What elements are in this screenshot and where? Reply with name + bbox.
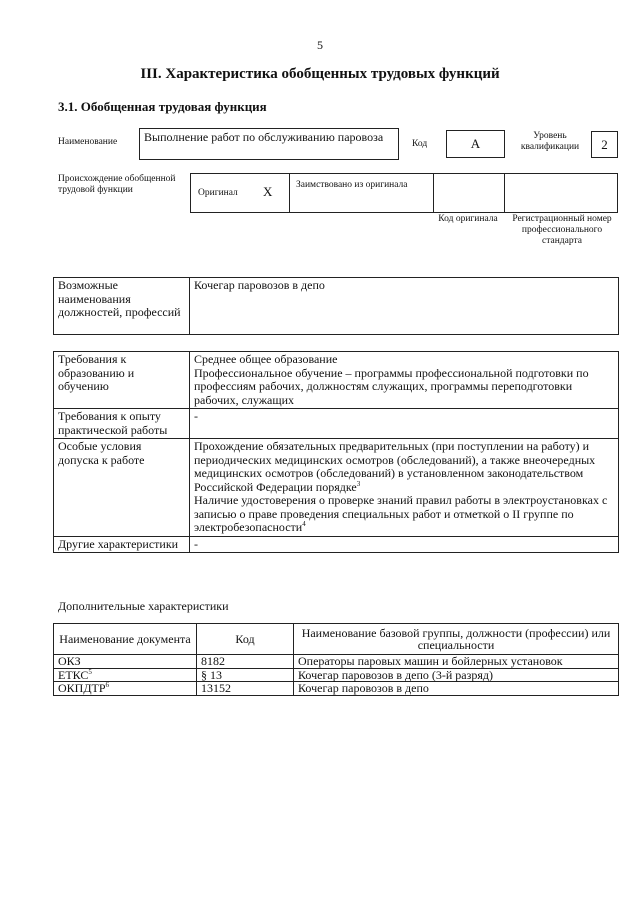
table-header-row [54, 624, 619, 655]
origin-label: Происхождение обобщенной трудовой функции [58, 174, 176, 195]
borrowed-label: Заимствовано из оригинала [296, 180, 408, 190]
table-row [54, 439, 619, 537]
special-line-text: Наличие удостоверения о проверке знаний правил работы в электроустановках с записью о праве проведения специальных работ и отметкой о II группе по электробезопасности [194, 493, 608, 534]
divider [504, 174, 505, 212]
section-title: III. Характеристика обобщенных трудовых функций [140, 66, 500, 82]
special-value [190, 439, 619, 537]
table-row [54, 668, 619, 682]
table-row [54, 352, 619, 409]
special-label: Особые условия допуска к работе [54, 439, 190, 537]
doc-cell [54, 655, 197, 669]
table-row [54, 682, 619, 696]
table-row [54, 409, 619, 439]
name-cell: Кочегар паровозов в депо [294, 682, 619, 696]
requirements-table [53, 351, 619, 553]
education-label: Требования к образованию и обучению [54, 352, 190, 409]
code-cell: § 13 [197, 668, 294, 682]
additional-table [53, 623, 619, 696]
doc-name: ОКПДТР [58, 681, 106, 695]
level-value: 2 [591, 131, 618, 158]
additional-title: Дополнительные характеристики [58, 599, 229, 613]
table-row [54, 278, 619, 335]
footnote-mark: 6 [105, 681, 110, 689]
level-label: Уровень квалификации [520, 131, 580, 152]
origin-table [190, 173, 618, 213]
footnote-mark: 5 [88, 667, 92, 676]
subsection-title: 3.1. Обобщенная трудовая функция [58, 99, 267, 114]
divider [289, 174, 290, 212]
other-value: - [190, 536, 619, 553]
name-cell: Кочегар паровозов в депо (3-й разряд) [294, 668, 619, 682]
doc-cell [54, 682, 197, 696]
column-header: Наименование документа [54, 624, 197, 655]
special-line [194, 440, 614, 494]
special-line [194, 494, 614, 535]
original-mark: X [263, 184, 273, 199]
name-label: Наименование [58, 137, 118, 147]
name-cell: Операторы паровых машин и бойлерных установок [294, 655, 619, 669]
doc-name: ОКЗ [58, 654, 81, 668]
footnote-mark: 4 [302, 520, 306, 528]
education-line: Профессиональное обучение – программы профессиональной подготовки по профессиям рабочих, должностям служащих, программы переподготовки рабочих, служащих [194, 365, 589, 407]
column-header: Наименование базовой группы, должности (профессии) или специальности [294, 624, 619, 655]
doc-name: ЕТКС [58, 667, 89, 682]
divider [433, 174, 434, 212]
reg-number-caption: Регистрационный номер профессионального стандарта [512, 214, 612, 246]
code-label: Код [412, 139, 428, 149]
special-line-text: Прохождение обязательных предварительных (при поступлении на работу) и периодических медицинских осмотров (обследований), а также внеочередных медицинских осмотров (обследований) в установленном законодательством Российской Федерации порядке [194, 439, 596, 494]
positions-label: Возможные наименования должностей, профессий [54, 278, 190, 335]
code-cell: 8182 [197, 655, 294, 669]
other-label: Другие характеристики [54, 536, 190, 553]
page-number: 5 [317, 38, 323, 52]
positions-table [53, 277, 619, 335]
education-value [190, 352, 619, 409]
code-original-caption: Код оригинала [438, 214, 498, 224]
original-label: Оригинал [198, 188, 238, 198]
education-line: Среднее общее образование [194, 352, 338, 366]
experience-value: - [190, 409, 619, 439]
column-header: Код [197, 624, 294, 655]
code-value: А [446, 130, 505, 158]
table-row [54, 536, 619, 553]
experience-label: Требования к опыту практической работы [54, 409, 190, 439]
doc-cell [54, 668, 197, 682]
table-row [54, 655, 619, 669]
footnote-mark: 3 [356, 479, 361, 488]
name-value: Выполнение работ по обслуживанию паровоза [139, 128, 399, 160]
positions-value: Кочегар паровозов в депо [190, 278, 619, 335]
code-cell: 13152 [197, 682, 294, 696]
